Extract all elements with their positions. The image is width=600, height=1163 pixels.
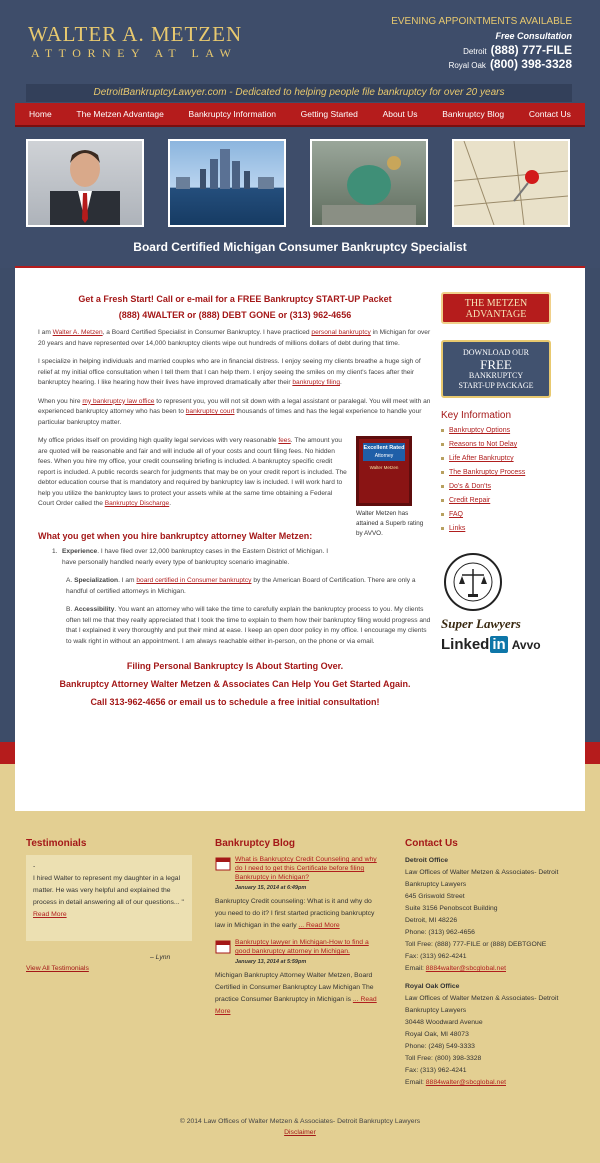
key-link-reasons[interactable]: Reasons to Not Delay	[449, 441, 518, 448]
avvo-badge-title: Excellent Rated	[363, 445, 405, 451]
michigan-map-photo	[452, 139, 570, 227]
blog-heading: Bankruptcy Blog	[215, 838, 296, 849]
blog-post-2	[215, 938, 380, 968]
copyright: © 2014 Law Offices of Walter Metzen & Associates- Detroit Bankruptcy Lawyers	[179, 1118, 421, 1125]
testimonials-heading: Testimonials	[26, 838, 87, 849]
detroit-email-link[interactable]: 8884walter@sbcglobal.net	[425, 965, 506, 972]
calendar-icon	[215, 938, 231, 954]
social-logos	[441, 636, 553, 653]
nav-home[interactable]: Home	[29, 109, 52, 119]
content-card	[15, 266, 585, 811]
tagline: DetroitBankruptcyLawyer.com - Dedicated to helping people file bankruptcy for over 20 years	[26, 84, 572, 102]
bullet-icon	[441, 443, 444, 446]
accessibility-item: B. Accessibility. You want an attorney who will take the time to carefully explain the bankruptcy process to you. My clients often tell me that they really appreciated that I took the time to explain to them how their bankruptcy filing would progress and that I explained it very thoroughly and put their mind at ease. I keep an open door policy in my office. I encourage my clients to walk right in without an appointment. I am always reachable either in-person, on the phone or via email.	[66, 606, 431, 645]
nav-metzen-advantage[interactable]: The Metzen Advantage	[76, 109, 164, 119]
bullet-icon	[441, 499, 444, 502]
detroit-office-heading: Detroit Office	[405, 857, 449, 864]
law-office-link[interactable]: my bankruptcy law office	[82, 397, 155, 405]
free-consultation: Free Consultation	[495, 31, 572, 41]
detroit-phone-line	[463, 43, 572, 57]
attorney-photo	[26, 139, 144, 227]
bullet-icon	[441, 513, 444, 516]
key-link-faq[interactable]: FAQ	[449, 511, 464, 518]
experience-item: 1. Experience. I have filed over 12,000 bankruptcy cases in the Eastern District of Michigan. I have personally handled nearly every type of bankruptcy scenario imaginable.	[52, 548, 329, 566]
key-item	[441, 427, 553, 434]
bankruptcy-discharge-link[interactable]: Bankruptcy Discharge	[104, 500, 170, 507]
logo-subtitle: ATTORNEY AT LAW	[31, 46, 238, 60]
detroit-email-line: Email: 8884walter@sbcglobal.net	[405, 965, 506, 972]
contact-column: Detroit Office Law Offices of Walter Metzen & Associates- Detroit Bankruptcy Lawyers 645 Griswold Street Suite 3156 Penobscot Building Detroit, MI 48226 Phone: (313) 962-4656 Toll Free: (888) 777-FILE or (888) DEBTGONE Fax: (313) 962-4241 Email: 8884walter@sbcglobal.net Royal Oak Office Law Offices of Walter Metzen & Associates- Detroit Bankruptcy Lawyers 30448 Woodward Avenue Royal Oak, MI 48073 Phone: (248) 549-3333 Toll Free: (800) 398-3328 Fax: (313) 962-4241 Email: 8884walter@sbcglobal.net	[405, 855, 580, 1089]
board-certified-link[interactable]: board certified in Consumer bankruptcy	[136, 577, 252, 584]
cta-heading: Get a Fresh Start! Call or e-mail for a FREE Bankruptcy START-UP Packet	[78, 294, 392, 304]
blog-post-1-excerpt: Bankruptcy Credit counseling: What is it and why do you need to do it? I first started practicing bankruptcy law in Michigan in the early ... Read More	[215, 898, 375, 929]
fees-link[interactable]: fees	[278, 437, 291, 444]
avvo-caption: Walter Metzen has attained a Superb rating by AVVO.	[356, 510, 424, 537]
key-item	[441, 483, 553, 490]
blog-post-1-read-more[interactable]: ... Read More	[298, 922, 340, 929]
avvo-badge-block	[356, 436, 426, 539]
calendar-icon	[215, 855, 231, 871]
blog-column	[215, 855, 380, 1018]
nav-about-us[interactable]: About Us	[382, 109, 418, 119]
key-information-heading: Key Information	[441, 410, 512, 421]
board-certified-title: Board Certified Michigan Consumer Bankruptcy Specialist	[133, 240, 467, 254]
nav-bankruptcy-information[interactable]: Bankruptcy Information	[188, 109, 276, 119]
header	[0, 0, 600, 268]
key-item	[441, 497, 553, 504]
blog-post-2-title[interactable]: Bankruptcy lawyer in Michigan-How to find a good bankruptcy attorney in Michigan.	[235, 939, 369, 955]
key-link-process[interactable]: The Bankruptcy Process	[449, 469, 526, 476]
what-you-get-heading: What you get when you hire bankruptcy attorney Walter Metzen:	[38, 531, 313, 541]
blog-post-2-date: January 13, 2014 at 5:59pm	[235, 959, 307, 965]
blog-post-2-excerpt: Michigan Bankruptcy Attorney Walter Metzen, Board Certified in Consumer Bankruptcy Law Michigan The practice Consumer Bankruptcy in Michigan is ... Read More	[215, 972, 377, 1015]
super-lawyers-logo[interactable]: Super Lawyers	[441, 616, 521, 631]
royal-oak-phone[interactable]: (800) 398-3328	[489, 57, 572, 71]
detroit-skyline-photo	[168, 139, 286, 227]
bullet-icon	[441, 527, 444, 530]
bullet-icon	[441, 429, 444, 432]
nav-getting-started[interactable]: Getting Started	[300, 109, 358, 119]
royal-oak-email-line: Email: 8884walter@sbcglobal.net	[405, 1079, 506, 1086]
royal-oak-label: Royal Oak	[448, 61, 486, 70]
cta-phones: (888) 4WALTER or (888) DEBT GONE or (313) 962-4656	[118, 310, 352, 320]
hire-paragraph: When you hire my bankruptcy law office to represent you, you will not sit down with a legal assistant or paralegal. You will meet with an experienced bankruptcy attorney who has been to bankruptcy court thousands of times and has the legal experience to handle your particular bankruptcy matter.	[38, 397, 431, 426]
testimonial-box: - I hired Walter to represent my daughter in a legal matter. He was very helpful and explained the process in detail answering all of our questions... " Read More	[26, 855, 192, 941]
closing-line-2: Bankruptcy Attorney Walter Metzen & Associates Can Help You Get Started Again.	[59, 679, 411, 689]
royal-oak-phone-line	[449, 57, 572, 71]
avvo-badge-sub: Attorney	[363, 453, 405, 461]
key-link-life-after[interactable]: Life After Bankruptcy	[449, 455, 514, 462]
key-link-credit-repair[interactable]: Credit Repair	[449, 497, 491, 504]
view-all-testimonials-link[interactable]: View All Testimonials	[26, 965, 89, 972]
main-content	[38, 268, 432, 707]
key-link-bankruptcy-options[interactable]: Bankruptcy Options	[449, 427, 511, 434]
key-link-links[interactable]: Links	[449, 525, 466, 532]
key-item	[441, 455, 553, 462]
specialize-paragraph: I specialize in helping individuals and married couples who are in financial distress. I enjoy seeing my clients breathe a huge sigh of relief at my initial office consultation when I tell them that I can help them. I enjoy seeing the smiles on my client's faces after their bankruptcy hearing. I like hearing how their lives have improved dramatically after their bankruptcy filing.	[38, 358, 421, 386]
closing-line-3: Call 313-962-4656 or email us to schedule a free initial consultation!	[90, 697, 380, 707]
fees-paragraph: My office prides itself on providing high quality legal services with very reasonable fees. The amount you are quoted will be reasonable and fair and will include all of your costs and court filing fees. No hidden fees. When you hire my office, your credit counseling briefing is included. A bankruptcy specific credit report is included. A public records search for judgments that may be on your credit report is included. The debtor education course that is mandatory and required by bankruptcy law is included. I will work hard to help you utilize the bankruptcy laws to protect your assets while at the same time obtaining a Federal Court Order called the Bankruptcy Discharge.	[38, 437, 347, 507]
logo-name[interactable]: WALTER A. METZEN	[28, 22, 243, 46]
bullet-icon	[441, 485, 444, 488]
royal-oak-office-heading: Royal Oak Office	[405, 983, 460, 990]
testimonial-text: I hired Walter to represent my daughter in a legal matter. He was very helpful and explained the process in detail answering all of our questions... "	[33, 875, 184, 906]
key-item	[441, 511, 553, 518]
personal-bankruptcy-link[interactable]: personal bankruptcy	[311, 329, 371, 336]
blog-post-1	[215, 855, 380, 894]
metzen-advantage-button[interactable]: THE METZEN ADVANTAGE	[441, 292, 551, 324]
detroit-label: Detroit	[463, 47, 487, 56]
intro-paragraph: I am Walter A. Metzen, a Board Certified Specialist in Consumer Bankruptcy. I have practiced personal bankruptcy in Michigan for over 20 years and have represented over 14,000 bankruptcy clients wipe out hundreds of millions dollars of debt during that time.	[38, 329, 431, 347]
key-item	[441, 441, 553, 448]
royal-oak-email-link[interactable]: 8884walter@sbcglobal.net	[425, 1079, 506, 1086]
sidebar	[441, 292, 553, 653]
closing-line-1: Filing Personal Bankruptcy Is About Starting Over.	[126, 661, 344, 671]
nav-contact-us[interactable]: Contact Us	[528, 109, 571, 119]
footer	[0, 1118, 600, 1136]
linkedin-logo[interactable]: Linked in	[441, 636, 506, 653]
avvo-badge-name: Walter Metzen	[369, 465, 399, 470]
evening-appointments: EVENING APPOINTMENTS AVAILABLE	[391, 16, 572, 27]
key-link-dos-donts[interactable]: Do's & Don'ts	[449, 483, 491, 490]
bullet-icon	[441, 457, 444, 460]
fees-block	[38, 436, 432, 539]
bankruptcy-filing-link[interactable]: bankruptcy filing	[292, 379, 341, 386]
blog-post-2-read-more[interactable]: ... Read More	[215, 996, 377, 1015]
testimonial-author: – Lynn	[150, 954, 171, 961]
blog-post-1-title[interactable]: What is Bankruptcy Credit Counseling and why do I need to get this Certificate before filing Bankruptcy in Michigan?	[235, 856, 377, 881]
bankruptcy-court-link[interactable]: bankruptcy court	[185, 408, 235, 415]
specialization-item: A. Specialization. I am board certified in Consumer bankruptcy by the American Board of Certification. There are only a handful of certified attorneys in Michigan.	[66, 577, 416, 595]
key-information-list	[441, 427, 553, 532]
download-startup-package-button[interactable]: DOWNLOAD OUR FREE BANKRUPTCY START-UP PACKAGE	[441, 340, 551, 398]
spirit-of-detroit-photo	[310, 139, 428, 227]
bullet-icon	[441, 471, 444, 474]
key-item	[441, 469, 553, 476]
disclaimer-link[interactable]: Disclaimer	[284, 1129, 316, 1136]
certification-seal-icon	[443, 552, 553, 614]
main-nav	[15, 103, 585, 127]
key-item	[441, 525, 553, 532]
contact-heading: Contact Us	[405, 838, 458, 849]
testimonial-read-more[interactable]: Read More	[33, 911, 67, 918]
walter-link[interactable]: Walter A. Metzen	[52, 329, 103, 336]
blog-post-1-date: January 15, 2014 at 6:49pm	[235, 885, 307, 891]
avvo-logo[interactable]: Avvo	[511, 637, 541, 652]
avvo-plaque	[356, 436, 412, 506]
nav-bankruptcy-blog[interactable]: Bankruptcy Blog	[442, 109, 505, 119]
detroit-phone[interactable]: (888) 777-FILE	[490, 43, 572, 57]
